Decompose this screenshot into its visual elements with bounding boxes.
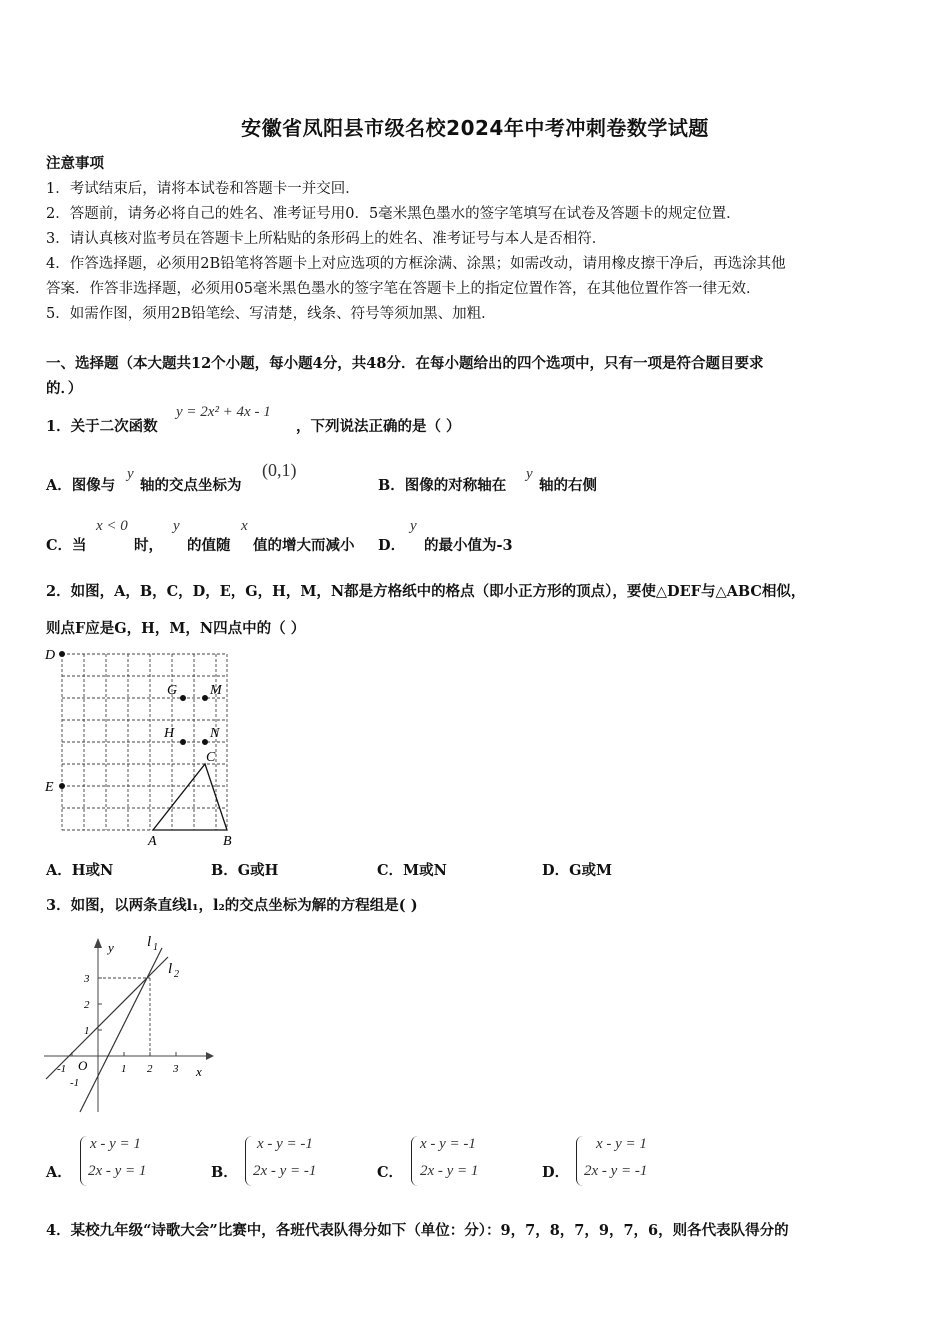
x-tick: -1 [57, 1063, 67, 1075]
axis-y-label: y [108, 940, 114, 955]
q1-option-c-x: x [241, 518, 248, 534]
label-h: H [164, 726, 175, 741]
l2-sub: 2 [174, 969, 179, 980]
section-heading: 一、选择题（本大题共12个小题，每小题4分，共48分．在每小题给出的四个选项中，只有一项是符合题目要求 [46, 355, 764, 372]
notice-heading: 注意事项 [46, 155, 104, 172]
q1-option-b-suffix: 轴的右侧 [539, 477, 597, 494]
q1-formula: y = 2x² + 4x - 1 [176, 404, 271, 420]
point-d [59, 651, 65, 657]
notice-item: 5．如需作图，须用2B铅笔绘、写清楚，线条、符号等须加黑、加粗． [46, 306, 496, 322]
brace-icon [80, 1136, 87, 1186]
q3-option-c-eq2: 2x - y = 1 [420, 1163, 479, 1179]
label-m: M [210, 683, 222, 698]
label-e: E [45, 780, 54, 795]
q3-option-b-eq1: x - y = -1 [257, 1136, 313, 1152]
q1-option-c-suffix: 值的增大而减小 [253, 537, 355, 554]
q2-option-a: A．H或N [46, 862, 114, 879]
y-tick: -1 [70, 1077, 80, 1089]
x-tick: 3 [173, 1063, 179, 1075]
q1-option-d-var: y [410, 518, 417, 534]
point-m [202, 695, 208, 701]
y-tick: 1 [84, 1025, 90, 1037]
point-n [202, 739, 208, 745]
q2-option-d: D．G或M [542, 862, 613, 879]
origin-label: O [78, 1058, 88, 1073]
q1-option-c-mid1: 时， [134, 537, 163, 554]
point-g [180, 695, 186, 701]
q3-option-d-eq1: x - y = 1 [596, 1136, 647, 1152]
y-tick: 3 [84, 973, 90, 985]
q1-option-b-var: y [526, 466, 533, 482]
q3-option-a-eq1: x - y = 1 [90, 1136, 141, 1152]
q1-option-b: B．图像的对称轴在 [378, 477, 507, 494]
q1-option-c: C．当 [46, 537, 87, 554]
l2-label: l [168, 961, 173, 977]
axis-x-label: x [196, 1064, 202, 1079]
page-title: 安徽省凤阳县市级名校2024年中考冲刺卷数学试题 [241, 116, 709, 140]
y-tick: 2 [84, 999, 90, 1011]
q3-graph [40, 928, 220, 1118]
q1-option-c-y: y [173, 518, 180, 534]
label-g: G [167, 683, 178, 698]
q2-option-c: C．M或N [377, 862, 447, 879]
q1-option-a-point: (0,1) [262, 460, 297, 480]
q3-option-b-eq2: 2x - y = -1 [253, 1163, 317, 1179]
label-b: B [223, 834, 232, 849]
brace-icon [576, 1136, 583, 1186]
q1-option-a: A．图像与 [46, 477, 116, 494]
q1-option-d-suffix: 的最小值为-3 [424, 537, 513, 554]
label-c: C [206, 750, 216, 765]
label-a: A [148, 834, 157, 849]
q1-option-a-mid: 轴的交点坐标为 [140, 477, 242, 494]
q1-option-d: D． [378, 537, 406, 554]
q2-stem: 2．如图，A，B，C，D，E，G，H，M，N都是方格纸中的格点（即小正方形的顶点），要使△DEF与△ABC相似， [46, 583, 806, 600]
q1-option-c-mid2: 的值随 [187, 537, 231, 554]
q1-stem-suffix: ，下列说法正确的是（ ） [296, 418, 461, 435]
q3-option-d-label: D． [542, 1164, 570, 1181]
point-h [180, 739, 186, 745]
label-d: D [45, 648, 56, 663]
q2-option-b: B．G或H [211, 862, 279, 879]
q3-option-b-label: B． [211, 1164, 238, 1181]
notice-item: 3．请认真核对监考员在答题卡上所粘贴的条形码上的姓名、准考证号与本人是否相符． [46, 231, 607, 247]
brace-icon [245, 1136, 252, 1186]
notice-item: 2．答题前，请务必将自己的姓名、准考证号用0．5毫米黑色墨水的签字笔填写在试卷及答题卡的规定位置． [46, 206, 741, 222]
notice-item: 1．考试结束后，请将本试卷和答题卡一并交回． [46, 181, 360, 197]
section-heading-cont: 的．） [46, 380, 83, 397]
point-e [59, 783, 65, 789]
q2-grid-figure [40, 640, 250, 855]
l1-label: l [147, 934, 152, 950]
q2-stem-cont: 则点F应是G，H，M，N四点中的（ ） [46, 620, 306, 637]
q3-option-c-label: C． [377, 1164, 404, 1181]
q3-option-a-eq2: 2x - y = 1 [88, 1163, 147, 1179]
q1-option-a-var: y [127, 466, 134, 482]
q1-option-c-cond: x < 0 [96, 518, 128, 534]
brace-icon [411, 1136, 418, 1186]
q1-stem: 1．关于二次函数 [46, 418, 158, 435]
x-tick: 2 [147, 1063, 153, 1075]
notice-item: 4．作答选择题，必须用2B铅笔将答题卡上对应选项的方框涂满、涂黑；如需改动，请用橡皮擦干净后，再选涂其他 [46, 256, 786, 272]
q4-stem: 4．某校九年级“诗歌大会”比赛中，各班代表队得分如下（单位：分）：9，7，8，7，9，7，6，则各代表队得分的 [46, 1222, 789, 1239]
q3-stem: 3．如图，以两条直线l₁，l₂的交点坐标为解的方程组是( ) [46, 897, 418, 914]
notice-item: 答案．作答非选择题，必须用05毫米黑色墨水的签字笔在答题卡上的指定位置作答，在其他位置作答一律无效． [46, 281, 761, 297]
l1-sub: 1 [153, 942, 158, 953]
q3-option-a-label: A． [46, 1164, 72, 1181]
label-n: N [210, 726, 220, 741]
q3-option-d-eq2: 2x - y = -1 [584, 1163, 648, 1179]
x-tick: 1 [121, 1063, 127, 1075]
q3-option-c-eq1: x - y = -1 [420, 1136, 476, 1152]
